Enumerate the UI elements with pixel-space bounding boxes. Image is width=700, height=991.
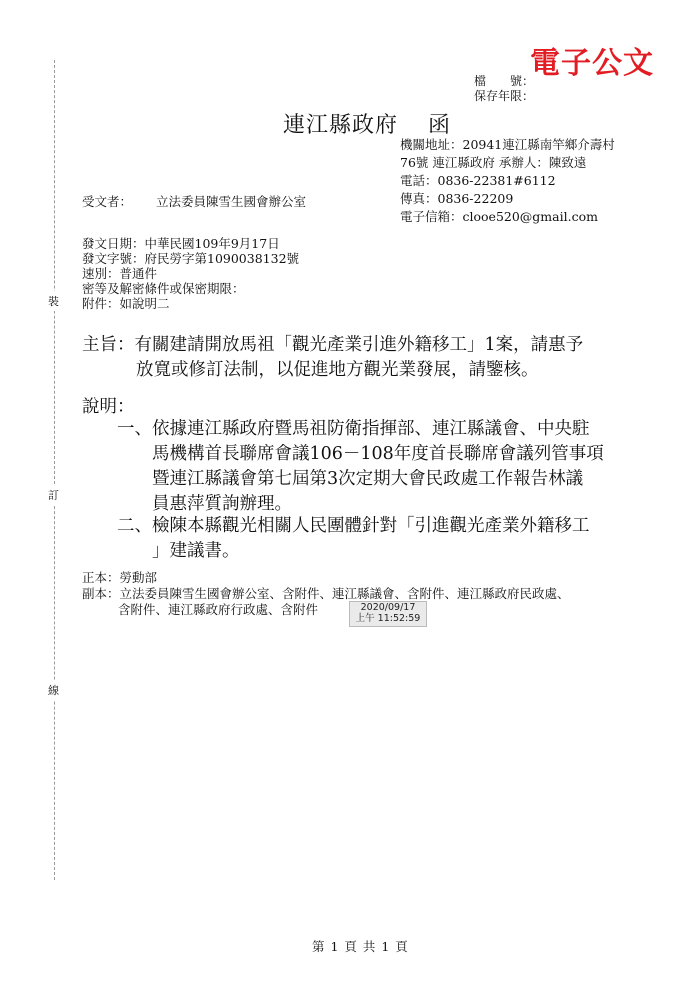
- recipient-value: 立法委員陳雪生國會辦公室: [156, 194, 307, 209]
- subject-line-1: 主旨：有關建請開放馬祖「觀光產業引進外籍移工」1案，請惠予: [82, 335, 584, 355]
- page-number: 第 1 頁 共 1 頁: [312, 939, 409, 954]
- issue-date: 發文日期：中華民國109年9月17日: [82, 236, 280, 251]
- recipient-label: 受文者：: [82, 194, 133, 209]
- contact-email: 電子信箱：clooe520@gmail.com: [400, 209, 598, 224]
- retention-label: 保存年限：: [474, 89, 535, 103]
- copy-recipients-line-2: 含附件、連江縣政府行政處、含附件: [118, 602, 319, 617]
- item1-line-3: 暨連江縣議會第七屆第3次定期大會民政處工作報告林議: [152, 469, 584, 489]
- contact-address: 機關地址：20941連江縣南竿鄉介壽村: [400, 137, 615, 152]
- attachment: 附件：如說明二: [82, 296, 170, 311]
- item1-line-4: 員惠萍質詢辦理。: [152, 494, 292, 514]
- binding-line: [54, 60, 55, 880]
- seal-time: 上午 11:52:59: [355, 613, 421, 624]
- item1-line-1: 一、依據連江縣政府暨馬祖防衛指揮部、連江縣議會、中央駐: [117, 419, 590, 439]
- e-document-stamp: 電子公文: [530, 46, 654, 81]
- contact-address-cont: 76號 連江縣政府 承辦人：陳致遠: [400, 155, 587, 170]
- page-title: [283, 108, 451, 139]
- explanation-item-2: [117, 514, 590, 564]
- recipient: [82, 194, 306, 210]
- issue-number: 發文字號：府民勞字第1090038132號: [82, 251, 300, 266]
- contact-phone: 電話：0836-22381#6112: [400, 173, 556, 188]
- copy-recipients-line-1: 副本：立法委員陳雪生國會辦公室、含附件、連江縣議會、含附件、連江縣政府民政處、: [82, 586, 570, 601]
- subject-line-2: 放寬或修訂法制，以促進地方觀光業發展，請鑒核。: [136, 360, 539, 380]
- electronic-seal: [349, 601, 427, 627]
- item2-line-2: 」建議書。: [152, 541, 240, 561]
- binding-mark-1: 裝: [48, 291, 59, 311]
- explanation-heading: 說明：: [82, 397, 135, 417]
- seal-date: 2020/09/17: [360, 602, 416, 613]
- secrecy: 密等及解密條件或保密期限：: [82, 281, 245, 296]
- speed: 速別：普通件: [82, 266, 158, 281]
- subject: [82, 333, 583, 383]
- contact-fax: 傳真：0836-22209: [400, 191, 514, 206]
- file-number-label: 檔 號：: [474, 74, 535, 88]
- title-type: 函: [428, 113, 452, 138]
- title-agency: 連江縣政府: [283, 113, 399, 138]
- explanation-item-1: [117, 417, 604, 517]
- binding-mark-3: 線: [48, 680, 59, 700]
- contact-block: [400, 136, 615, 226]
- binding-mark-2: 訂: [48, 485, 59, 505]
- item2-line-1: 二、檢陳本縣觀光相關人民團體針對「引進觀光產業外籍移工: [117, 516, 590, 536]
- item1-line-2: 馬機構首長聯席會議106－108年度首長聯席會議列管事項: [152, 444, 604, 464]
- original-recipient: 正本：勞動部: [82, 570, 158, 585]
